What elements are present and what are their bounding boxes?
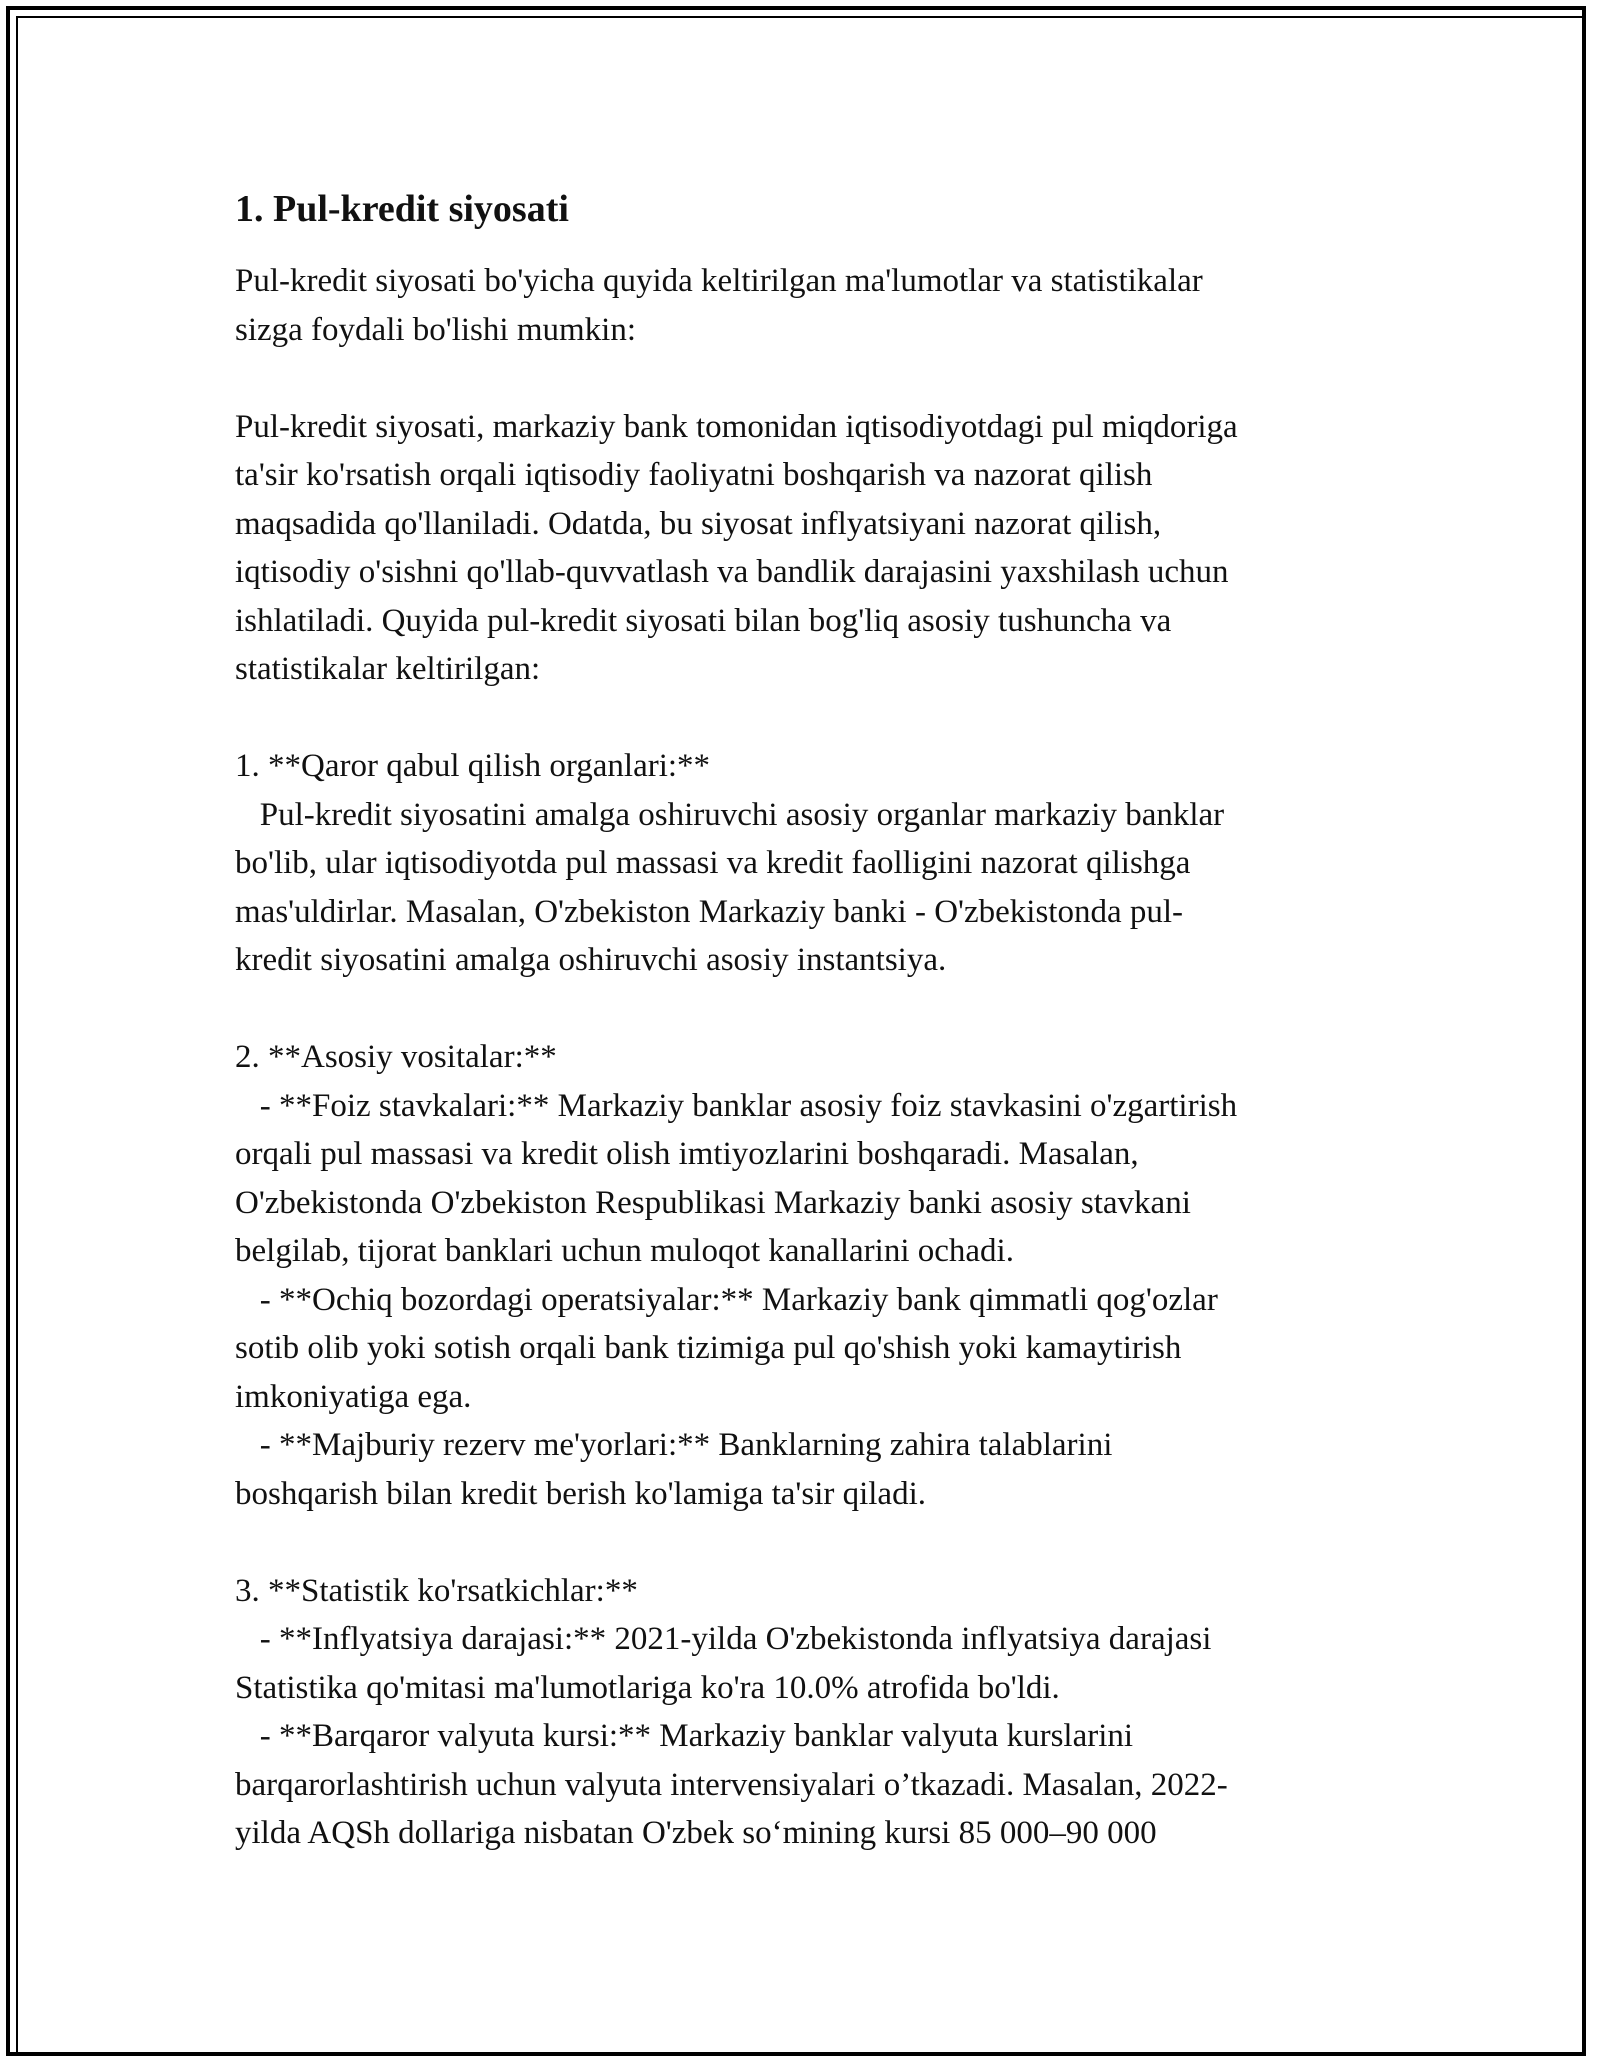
text-line: ishlatiladi. Quyida pul-kredit siyosati bilan bog'liq asosiy tushuncha va (235, 602, 1172, 639)
text-line: - **Inflyatsiya darajasi:** 2021-yilda O'zbekistonda inflyatsiya darajasi (235, 1621, 1212, 1657)
text-line: orqali pul massasi va kredit olish imtiyozlarini boshqaradi. Masalan, (235, 1136, 1139, 1172)
list-item-heading: 2. **Asosiy vositalar:** (235, 1039, 557, 1075)
text-line: iqtisodiy o'sishni qo'llab-quvvatlash va bandlik darajasini yaxshilash uchun (235, 554, 1229, 590)
text-line: sizga foydali bo'lishi mumkin: (235, 311, 636, 348)
text-line: Statistika qo'mitasi ma'lumotlariga ko'ra 10.0% atrofida bo'ldi. (235, 1669, 1060, 1706)
text-line: boshqarish bilan kredit berish ko'lamiga ta'sir qiladi. (235, 1475, 927, 1512)
document-body (235, 185, 1365, 1858)
text-line: statistikalar keltirilgan: (235, 651, 541, 687)
text-line: kredit siyosatini amalga oshiruvchi asosiy instantsiya. (235, 942, 947, 978)
text-line: maqsadida qo'llaniladi. Odatda, bu siyosat inflyatsiyani nazorat qilish, (235, 505, 1162, 542)
text-line: - **Ochiq bozordagi operatsiyalar:** Markaziy bank qimmatli qog'ozlar (235, 1281, 1218, 1318)
text-line: - **Majburiy rezerv me'yorlari:** Banklarning zahira talablarini (235, 1427, 1113, 1463)
text-line: yilda AQSh dollariga nisbatan O'zbek so‘mining kursi 85 000–90 000 (235, 1815, 1157, 1851)
text-line: - **Foiz stavkalari:** Markaziy banklar asosiy foiz stavkasini o'zgartirish (235, 1087, 1238, 1124)
text-line: imkoniyatiga ega. (235, 1378, 472, 1415)
blank-line (235, 694, 1365, 743)
text-line: sotib olib yoki sotish orqali bank tizimiga pul qo'shish yoki kamaytirish (235, 1330, 1182, 1366)
text-line: Pul-kredit siyosati, markaziy bank tomonidan iqtisodiyotdagi pul miqdoriga (235, 408, 1238, 445)
text-line: ta'sir ko'rsatish orqali iqtisodiy faoliyatni boshqarish va nazorat qilish (235, 457, 1153, 493)
text-line: mas'uldirlar. Masalan, O'zbekiston Markaziy banki - O'zbekistonda pul- (235, 893, 1184, 930)
list-item-heading: 3. **Statistik ko'rsatkichlar:** (235, 1572, 638, 1609)
blank-line (235, 354, 1365, 403)
text-line: Pul-kredit siyosatini amalga oshiruvchi asosiy organlar markaziy banklar (235, 796, 1225, 833)
blank-line (235, 985, 1365, 1034)
text-line: Pul-kredit siyosati bo'yicha quyida keltirilgan ma'lumotlar va statistikalar (235, 263, 1203, 299)
list-item-heading: 1. **Qaror qabul qilish organlari:** (235, 748, 711, 784)
text-line: - **Barqaror valyuta kursi:** Markaziy banklar valyuta kurslarini (235, 1718, 1134, 1754)
text-line: bo'lib, ular iqtisodiyotda pul massasi va kredit faolligini nazorat qilishga (235, 845, 1191, 881)
section-heading: 1. Pul-kredit siyosati (235, 188, 569, 230)
blank-line (235, 1518, 1365, 1567)
text-line: barqarorlashtirish uchun valyuta intervensiyalari o’tkazadi. Masalan, 2022- (235, 1766, 1228, 1803)
text-line: O'zbekistonda O'zbekiston Respublikasi Markaziy banki asosiy stavkani (235, 1184, 1191, 1221)
text-line: belgilab, tijorat banklari uchun muloqot kanallarini ochadi. (235, 1233, 1014, 1269)
